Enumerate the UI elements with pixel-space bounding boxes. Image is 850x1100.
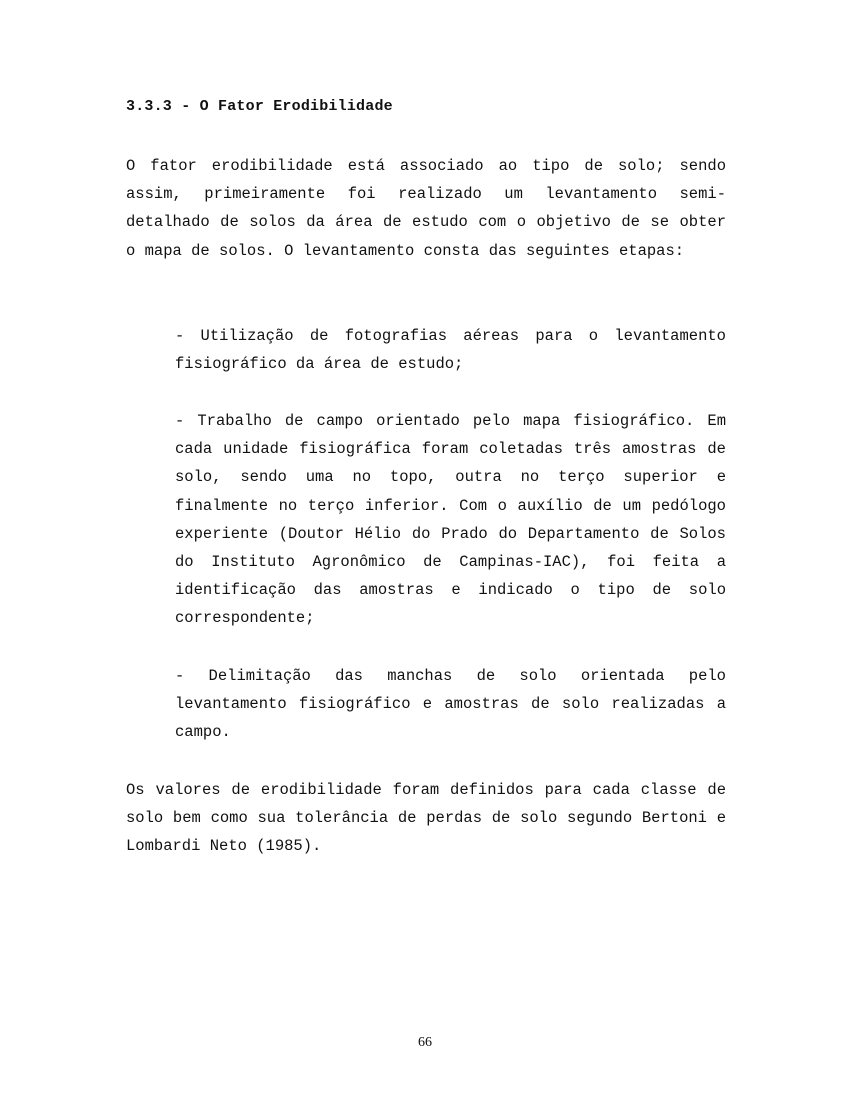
intro-paragraph: O fator erodibilidade está associado ao tipo de solo; sendo assim, primeiramente foi realizado um levantamento semi-detalhado de solos da área de estudo com o objetivo de se obter o mapa de solos. O levantamento consta das seguintes etapas: <box>126 157 726 260</box>
closing-paragraph: Os valores de erodibilidade foram definidos para cada classe de solo bem como sua tolerância de perdas de solo segundo Bertoni e Lombardi Neto (1985). <box>126 781 726 856</box>
list-item-aerial-photos: - Utilização de fotografias aéreas para o levantamento fisiográfico da área de estudo; <box>175 327 726 374</box>
section-heading: 3.3.3 - O Fator Erodibilidade <box>126 98 393 115</box>
page-number: 66 <box>418 1035 432 1050</box>
list-item-field-work: - Trabalho de campo orientado pelo mapa fisiográfico. Em cada unidade fisiográfica foram coletadas três amostras de solo, sendo uma no topo, outra no terço superior e finalmente no terço inferior. Com o auxílio de um pedólogo experiente (Doutor Hélio do Prado do Departamento de Solos do Instituto Agronômico de Campinas-IAC), foi feita a identificação das amostras e indicado o tipo de solo correspondente; <box>175 412 726 628</box>
list-item-soil-delimitation: - Delimitação das manchas de solo orientada pelo levantamento fisiográfico e amostras de solo realizadas a campo. <box>175 667 726 742</box>
